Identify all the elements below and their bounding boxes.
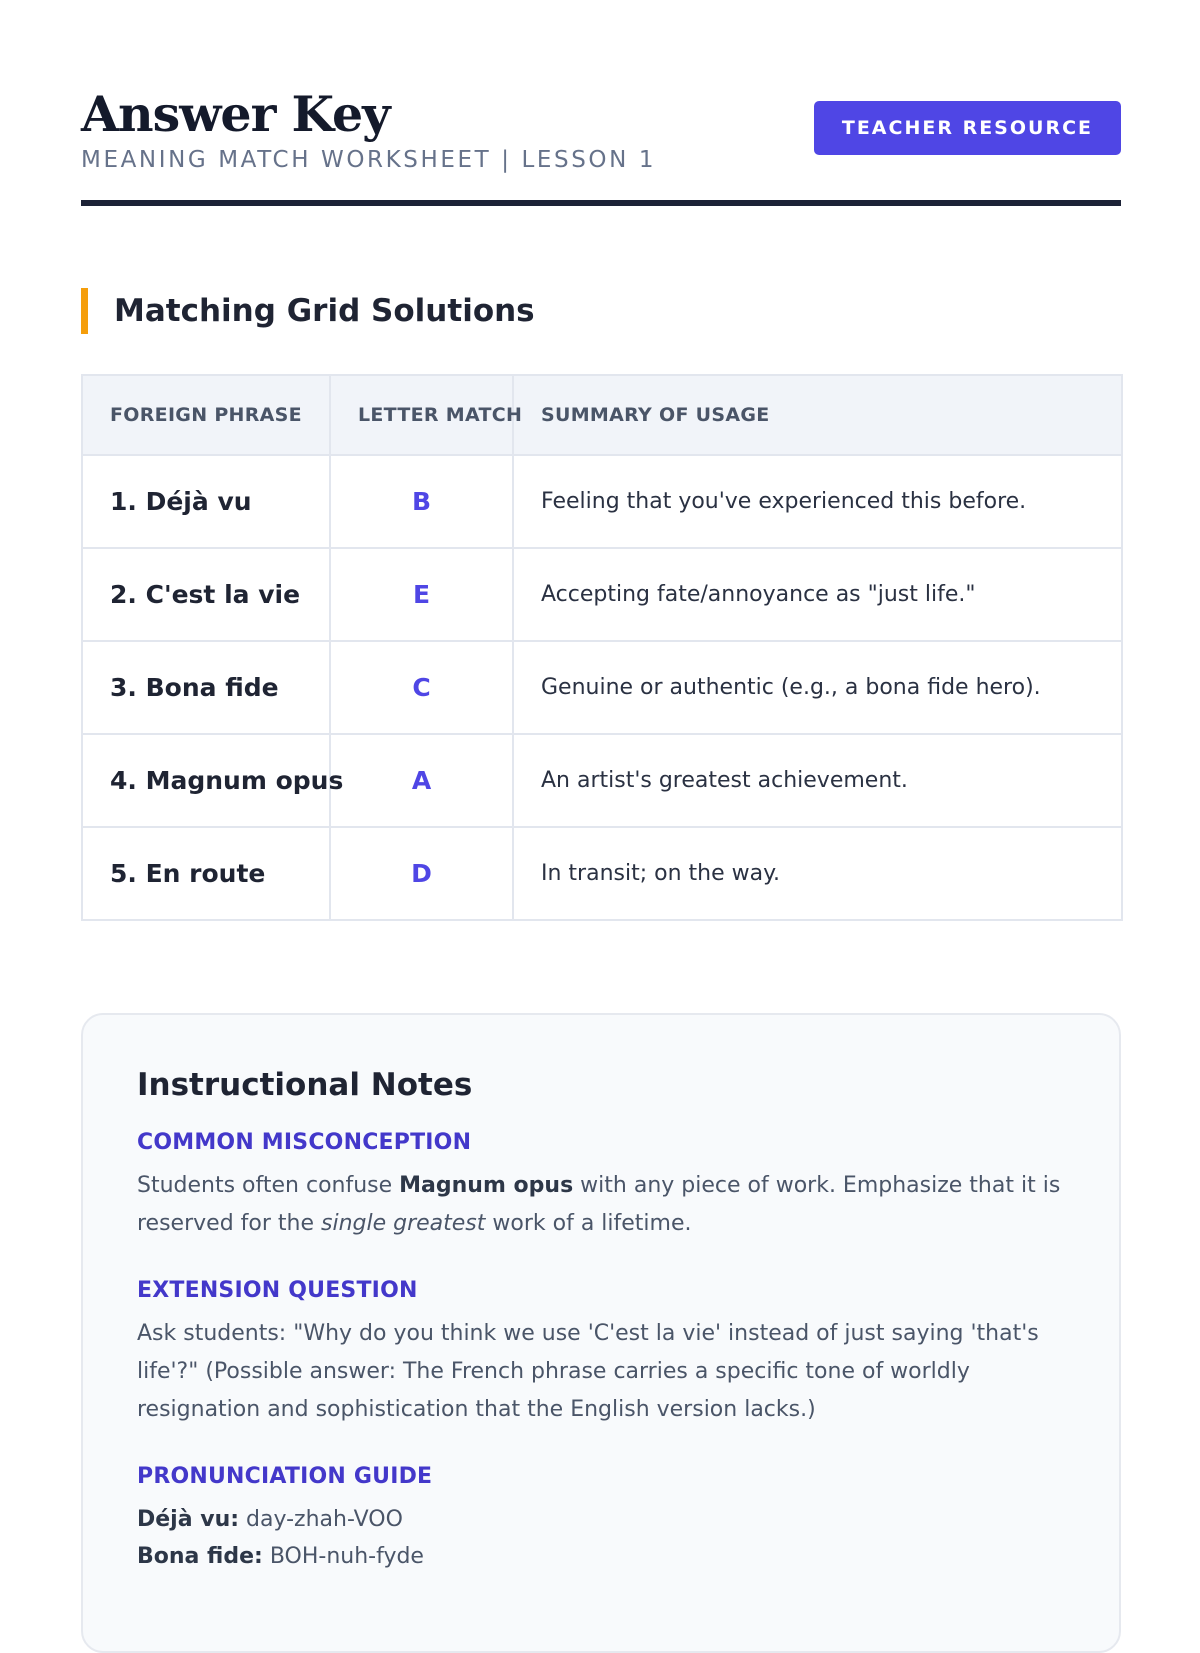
header-divider (81, 200, 1121, 206)
letter-cell: C (330, 641, 513, 734)
letter-cell: E (330, 548, 513, 641)
column-header-summary: SUMMARY OF USAGE (513, 375, 1122, 455)
misconception-text-end: work of a lifetime. (485, 1211, 692, 1236)
letter-cell: A (330, 734, 513, 827)
misconception-text-middle: with any piece of work. Emphasize that it is reserved for the (137, 1173, 1061, 1236)
misconception-note (137, 1127, 1077, 1243)
misconception-text-start: Students often confuse (137, 1173, 400, 1198)
extension-text: Ask students: "Why do you think we use 'C'est la vie' instead of just saying 'that's life'?" (Possible answer: The French phrase carries a specific tone of worldly resignation and sophistication that the English version lacks.) (137, 1321, 1039, 1422)
summary-cell: An artist's greatest achievement. (513, 734, 1122, 827)
column-header-foreign-phrase: FOREIGN PHRASE (82, 375, 330, 455)
pronunciation-value: day-zhah-VOO (239, 1507, 403, 1532)
instructional-notes-card (81, 1013, 1121, 1653)
misconception-label: COMMON MISCONCEPTION (137, 1130, 472, 1155)
summary-cell: Genuine or authentic (e.g., a bona fide hero). (513, 641, 1122, 734)
summary-cell: Accepting fate/annoyance as "just life." (513, 548, 1122, 641)
misconception-text (137, 1167, 1077, 1243)
phrase-cell: 4. Magnum opus (82, 734, 330, 827)
table-row (82, 548, 1122, 641)
phrase-cell: 3. Bona fide (82, 641, 330, 734)
pronunciation-term: Déjà vu: (137, 1507, 240, 1532)
phrase-cell: 5. En route (82, 827, 330, 920)
section-heading (81, 288, 1121, 334)
table-row (82, 455, 1122, 548)
table-row (82, 641, 1122, 734)
phrase-cell: 2. C'est la vie (82, 548, 330, 641)
letter-cell: D (330, 827, 513, 920)
pronunciation-item (137, 1501, 1077, 1538)
table-row (82, 827, 1122, 920)
pronunciation-label: PRONUNCIATION GUIDE (137, 1464, 433, 1489)
section-title: Matching Grid Solutions (114, 293, 535, 329)
extension-label: EXTENSION QUESTION (137, 1278, 418, 1303)
pronunciation-value: BOH-nuh-fyde (262, 1544, 424, 1569)
misconception-term: Magnum opus (399, 1173, 574, 1198)
notes-title: Instructional Notes (137, 1067, 473, 1103)
extension-note (137, 1275, 1077, 1429)
summary-cell: Feeling that you've experienced this before. (513, 455, 1122, 548)
pronunciation-term: Bona fide: (137, 1544, 263, 1569)
phrase-cell: 1. Déjà vu (82, 455, 330, 548)
column-header-letter-match: LETTER MATCH (330, 375, 513, 455)
matching-grid-table (81, 374, 1123, 921)
misconception-emphasis: single greatest (321, 1211, 486, 1236)
teacher-resource-badge: TEACHER RESOURCE (814, 101, 1121, 155)
pronunciation-item (137, 1538, 1077, 1575)
page-subtitle: MEANING MATCH WORKSHEET | LESSON 1 (81, 147, 657, 173)
pronunciation-note (137, 1461, 1077, 1575)
letter-cell: B (330, 455, 513, 548)
table-header-row (82, 375, 1122, 455)
page-header (81, 84, 1121, 208)
section-accent-bar (81, 288, 88, 334)
table-row (82, 734, 1122, 827)
page-title: Answer Key (81, 85, 390, 143)
summary-cell: In transit; on the way. (513, 827, 1122, 920)
